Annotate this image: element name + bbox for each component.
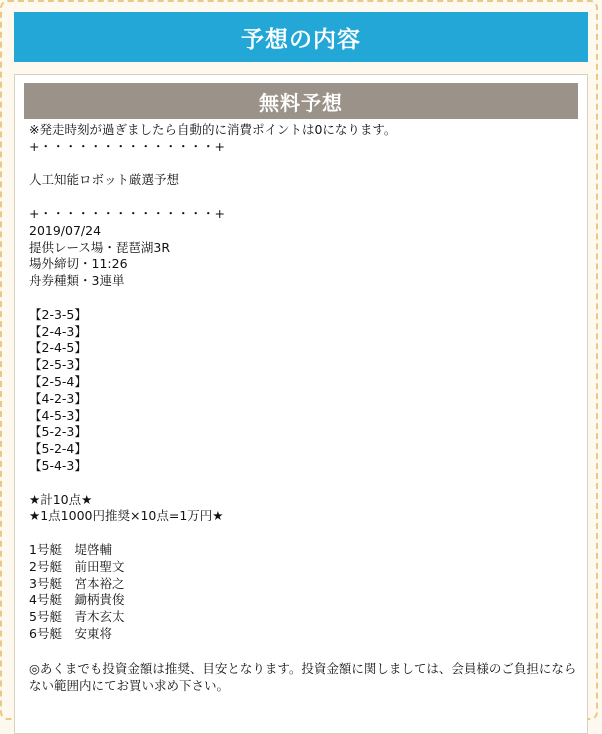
spacer	[29, 156, 577, 173]
section-title: 無料予想	[24, 83, 578, 119]
prediction-panel	[14, 74, 588, 734]
racer-item: 3号艇 宮本裕之	[29, 575, 125, 591]
racer-item: 2号艇 前田聖文	[29, 558, 125, 574]
prediction-name: 人工知能ロボット厳選予想	[29, 172, 180, 188]
total-count: ★計10点★	[29, 491, 93, 507]
spacer	[29, 290, 577, 307]
divider-bottom: +・・・・・・・・・・・・・・+	[29, 205, 225, 221]
racer-item: 1号艇 堤啓輔	[29, 541, 112, 557]
spacer	[29, 525, 577, 542]
spacer	[29, 643, 577, 660]
racer-item: 6号艇 安東将	[29, 625, 112, 641]
bet-type: 舟券種類・3連単	[29, 273, 125, 289]
combination-item: 【2-4-5】	[29, 340, 87, 356]
disclaimer-text: ◎あくまでも投資金額は推奨、目安となります。投資金額に関しましては、会員様のご負担にならない範囲内にてお買い求め下さい。	[29, 660, 577, 693]
combination-item: 【2-3-5】	[29, 306, 87, 322]
spacer	[29, 189, 577, 206]
divider-top: +・・・・・・・・・・・・・・+	[29, 138, 225, 154]
combination-item: 【5-4-3】	[29, 457, 87, 473]
combination-item: 【2-5-4】	[29, 373, 87, 389]
combination-item: 【4-2-3】	[29, 390, 87, 406]
notice-text: ※発走時刻が過ぎましたら自動的に消費ポイントは0になります。	[29, 122, 397, 137]
combination-item: 【2-5-3】	[29, 357, 87, 373]
combination-item: 【5-2-3】	[29, 424, 87, 440]
combination-item: 【5-2-4】	[29, 441, 87, 457]
prediction-content	[29, 122, 577, 694]
combination-item: 【2-4-3】	[29, 323, 87, 339]
total-stake: ★1点1000円推奨×10点=1万円★	[29, 508, 224, 524]
racer-item: 4号艇 鋤柄貴俊	[29, 592, 125, 608]
page-title: 予想の内容	[14, 12, 588, 62]
racer-item: 5号艇 青木玄太	[29, 609, 125, 625]
race-venue: 提供レース場・琵琶湖3R	[29, 239, 171, 255]
race-date: 2019/07/24	[29, 222, 102, 238]
combination-item: 【4-5-3】	[29, 407, 87, 423]
spacer	[29, 475, 577, 492]
race-deadline: 場外締切・11:26	[29, 256, 128, 272]
